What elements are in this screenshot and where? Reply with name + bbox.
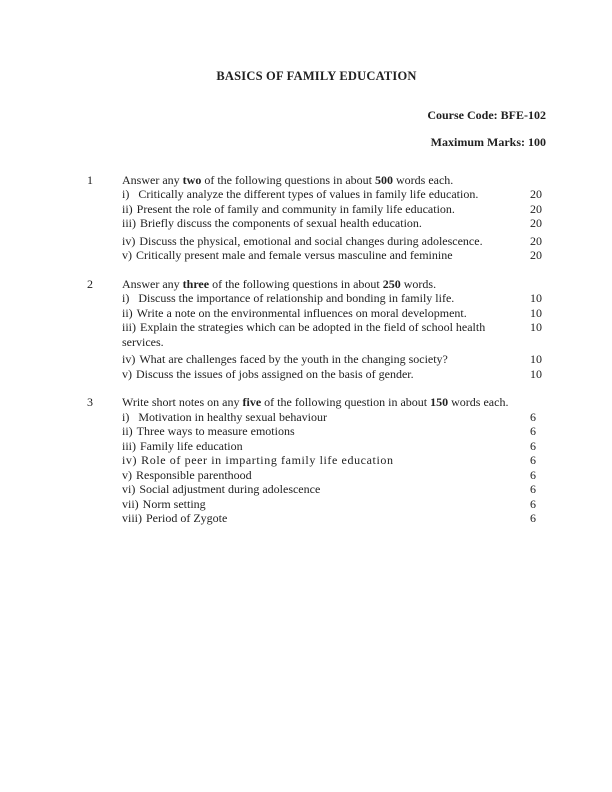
item-text bbox=[122, 234, 530, 249]
item-body: Family life education bbox=[140, 438, 243, 453]
item-text bbox=[122, 497, 530, 512]
page-title: BASICS OF FAMILY EDUCATION bbox=[216, 69, 417, 83]
question-3-body bbox=[122, 395, 546, 526]
item-body: Responsible parenthood bbox=[136, 467, 252, 482]
item-label: i) bbox=[122, 187, 130, 201]
question-3-item-iv bbox=[122, 453, 546, 468]
question-3-item-i bbox=[122, 410, 546, 425]
question-1-body bbox=[122, 173, 546, 263]
item-body: Explain the strategies which can be adopted in the field of school health services. bbox=[122, 320, 486, 349]
item-marks: 6 bbox=[530, 453, 536, 467]
item-marks: 10 bbox=[530, 305, 542, 320]
item-text bbox=[122, 453, 530, 468]
instruction-bold: three bbox=[182, 276, 210, 291]
question-1-instruction bbox=[122, 173, 546, 188]
item-body: Period of Zygote bbox=[146, 511, 228, 525]
instruction-bold: two bbox=[182, 172, 202, 187]
item-marks: 6 bbox=[530, 496, 536, 511]
question-2-item-iii bbox=[122, 320, 546, 349]
item-body: Briefly discuss the components of sexual health education. bbox=[140, 216, 422, 230]
item-marks: 6 bbox=[530, 467, 536, 482]
instruction-bold: five bbox=[242, 395, 262, 409]
item-body: Discuss the issues of jobs assigned on the basis of gender. bbox=[136, 366, 414, 381]
item-body: Motivation in healthy sexual behaviour bbox=[138, 409, 327, 424]
item-marks: 20 bbox=[530, 216, 542, 230]
item-text bbox=[122, 202, 530, 217]
question-2-instruction bbox=[122, 277, 546, 292]
item-text bbox=[122, 367, 530, 382]
item-label: v) bbox=[122, 366, 132, 381]
item-label: i) bbox=[122, 291, 130, 305]
item-label: iv) bbox=[122, 233, 136, 248]
item-text bbox=[122, 424, 530, 439]
item-text bbox=[122, 410, 530, 425]
item-label: iii) bbox=[122, 216, 136, 230]
question-1-item-iii bbox=[122, 216, 546, 231]
item-marks: 6 bbox=[530, 438, 536, 453]
question-1-items bbox=[122, 187, 546, 263]
instruction-text: words. bbox=[400, 276, 437, 291]
item-text bbox=[122, 468, 530, 483]
item-marks: 6 bbox=[530, 424, 536, 438]
question-1-item-i bbox=[122, 187, 546, 202]
item-marks: 6 bbox=[530, 482, 536, 496]
instruction-text: of the following questions in about bbox=[201, 172, 375, 187]
question-2-items bbox=[122, 291, 546, 381]
item-label: vi) bbox=[122, 482, 136, 496]
item-body: Present the role of family and community in family life education. bbox=[136, 201, 455, 216]
item-label: v) bbox=[122, 248, 132, 262]
instruction-text: Answer any bbox=[122, 172, 183, 187]
item-body: Social adjustment during adolescence bbox=[139, 482, 321, 496]
item-text bbox=[122, 320, 530, 349]
item-marks: 20 bbox=[530, 187, 542, 201]
item-body: Discuss the physical, emotional and social changes during adolescence. bbox=[139, 233, 483, 248]
question-2-body bbox=[122, 277, 546, 382]
item-marks: 10 bbox=[530, 320, 542, 334]
instruction-text: words each. bbox=[448, 395, 509, 409]
question-3-item-vi bbox=[122, 482, 546, 497]
item-label: ii) bbox=[122, 201, 133, 216]
maximum-marks: Maximum Marks: 100 bbox=[430, 135, 546, 149]
item-text bbox=[122, 439, 530, 454]
item-body: Three ways to measure emotions bbox=[136, 424, 295, 438]
instruction-text: Write short notes on any bbox=[122, 395, 243, 409]
item-label: ii) bbox=[122, 305, 133, 320]
question-2 bbox=[87, 277, 546, 382]
item-label: i) bbox=[122, 409, 130, 424]
question-1-item-ii bbox=[122, 202, 546, 217]
question-2-item-v bbox=[122, 367, 546, 382]
item-marks: 20 bbox=[530, 233, 542, 248]
question-3-item-iii bbox=[122, 439, 546, 454]
item-text bbox=[122, 482, 530, 497]
item-text bbox=[122, 216, 530, 231]
item-marks: 10 bbox=[530, 366, 542, 381]
instruction-bold: 500 bbox=[374, 172, 393, 187]
item-label: iv) bbox=[122, 352, 136, 366]
instruction-bold: 150 bbox=[430, 395, 449, 409]
instruction-text: words each. bbox=[392, 172, 454, 187]
question-3-item-ii bbox=[122, 424, 546, 439]
item-body: Critically present male and female versus masculine and feminine bbox=[136, 248, 453, 262]
item-label: v) bbox=[122, 467, 132, 482]
item-marks: 20 bbox=[530, 248, 542, 262]
instruction-text: Answer any bbox=[122, 276, 183, 291]
item-text bbox=[122, 511, 530, 526]
question-1-item-iv bbox=[122, 234, 546, 249]
course-code: Course Code: BFE-102 bbox=[427, 107, 546, 122]
question-3-number: 3 bbox=[87, 395, 93, 409]
question-3-item-viii bbox=[122, 511, 546, 526]
item-body: Critically analyze the different types of values in family life education. bbox=[138, 187, 479, 201]
item-text bbox=[122, 187, 530, 202]
item-body: What are challenges faced by the youth in the changing society? bbox=[139, 352, 448, 366]
item-label: ii) bbox=[122, 424, 133, 438]
item-marks: 10 bbox=[530, 352, 542, 366]
item-text bbox=[122, 306, 530, 321]
instruction-text: of the following question in about bbox=[261, 395, 431, 409]
question-2-item-iv bbox=[122, 352, 546, 367]
instruction-text: of the following questions in about bbox=[209, 276, 383, 291]
question-1-number: 1 bbox=[87, 172, 93, 187]
item-marks: 20 bbox=[530, 201, 542, 216]
item-marks: 6 bbox=[530, 511, 536, 525]
question-3-item-v bbox=[122, 468, 546, 483]
item-label: iii) bbox=[122, 438, 136, 453]
question-3-instruction bbox=[122, 395, 546, 410]
question-3-items bbox=[122, 410, 546, 526]
instruction-bold: 250 bbox=[382, 276, 401, 291]
item-text bbox=[122, 248, 530, 263]
question-1 bbox=[87, 173, 546, 263]
question-2-number: 2 bbox=[87, 276, 93, 291]
item-marks: 10 bbox=[530, 291, 542, 305]
item-label: iii) bbox=[122, 320, 136, 334]
question-2-item-ii bbox=[122, 306, 546, 321]
item-text bbox=[122, 291, 530, 306]
question-3-item-vii bbox=[122, 497, 546, 512]
question-3 bbox=[87, 395, 546, 526]
question-1-item-v bbox=[122, 248, 546, 263]
item-body: Norm setting bbox=[142, 496, 206, 511]
item-label: iv) bbox=[122, 453, 138, 467]
item-text bbox=[122, 352, 530, 367]
item-label: vii) bbox=[122, 496, 139, 511]
question-2-item-i bbox=[122, 291, 546, 306]
item-marks: 6 bbox=[530, 409, 536, 424]
item-body: Write a note on the environmental influences on moral development. bbox=[136, 305, 467, 320]
item-label: viii) bbox=[122, 511, 142, 525]
item-body: Discuss the importance of relationship and bonding in family life. bbox=[138, 291, 455, 305]
item-body: Role of peer in imparting family life education bbox=[141, 453, 394, 467]
